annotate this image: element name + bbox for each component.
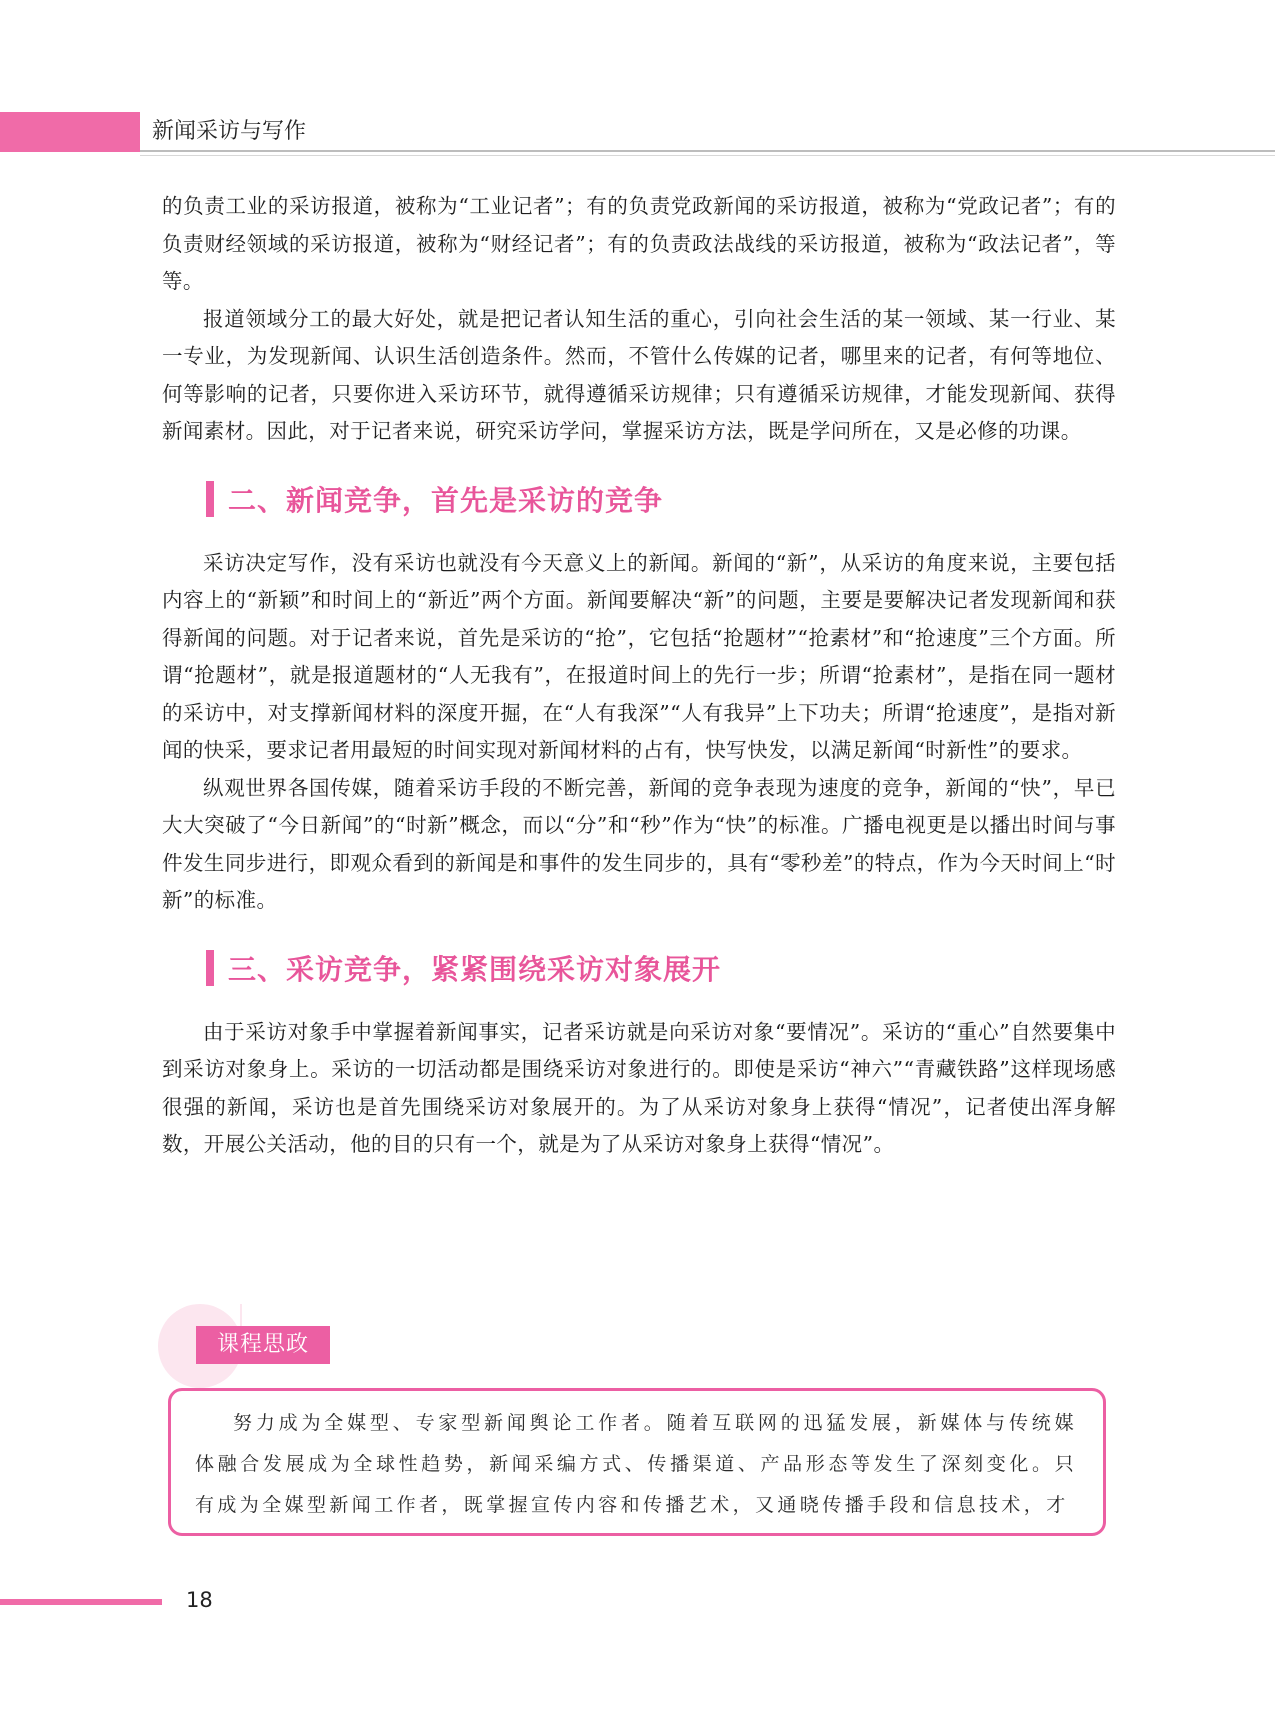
footer-accent-line: [0, 1599, 162, 1605]
paragraph: 报道领域分工的最大好处，就是把记者认知生活的重心，引向社会生活的某一领域、某一行业、某一专业，为发现新闻、认识生活创造条件。然而，不管什么传媒的记者，哪里来的记者，有何等地位、何等影响的记者，只要你进入采访环节，就得遵循采访规律；只有遵循采访规律，才能发现新闻、获得新闻素材。因此，对于记者来说，研究采访学问，掌握采访方法，既是学问所在，又是必修的功课。: [162, 306, 1116, 443]
section-heading-3: [206, 948, 1116, 988]
section-heading-text: 三、采访竞争，紧紧围绕采访对象展开: [228, 952, 722, 986]
sidebar-note-text: 努力成为全媒型、专家型新闻舆论工作者。随着互联网的迅猛发展，新媒体与传统媒体融合发展成为全球性趋势，新闻采编方式、传播渠道、产品形态等发生了深刻变化。只有成为全媒型新闻工作者，既掌握宣传内容和传播艺术，又通晓传播手段和信息技术，才: [195, 1412, 1077, 1516]
header-rule-thin: [140, 155, 1275, 156]
heading-accent-bar: [206, 481, 214, 517]
section-heading-text: 二、新闻竞争，首先是采访的竞争: [228, 483, 664, 517]
running-header-title: 新闻采访与写作: [152, 119, 307, 144]
main-content: [162, 188, 1116, 1164]
decorative-line: [240, 1304, 242, 1326]
paragraph: 的负责工业的采访报道，被称为“工业记者”；有的负责党政新闻的采访报道，被称为“党政记者”；有的负责财经领域的采访报道，被称为“财经记者”；有的负责政法战线的采访报道，被称为“政法记者”，等等。: [162, 194, 1116, 293]
paragraph: 采访决定写作，没有采访也就没有今天意义上的新闻。新闻的“新”，从采访的角度来说，主要包括内容上的“新颖”和时间上的“新近”两个方面。新闻要解决“新”的问题，主要是要解决记者发现新闻和获得新闻的问题。对于记者来说，首先是采访的“抢”，它包括“抢题材”“抢素材”和“抢速度”三个方面。所谓“抢题材”，就是报道题材的“人无我有”，在报道时间上的先行一步；所谓“抢素材”，是指在同一题材的采访中，对支撑新闻材料的深度开掘，在“人有我深”“人有我异”上下功夫；所谓“抢速度”，是指对新闻的快采，要求记者用最短的时间实现对新闻材料的占有，快写快发，以满足新闻“时新性”的要求。: [162, 550, 1116, 762]
sidebar-note-box: [168, 1388, 1106, 1536]
page-number: 18: [186, 1588, 213, 1612]
sidebar-label: 课程思政: [196, 1326, 330, 1364]
paragraph: 纵观世界各国传媒，随着采访手段的不断完善，新闻的竞争表现为速度的竞争，新闻的“快”，早已大大突破了“今日新闻”的“时新”概念，而以“分”和“秒”作为“快”的标准。广播电视更是以播出时间与事件发生同步进行，即观众看到的新闻是和事件的发生同步的，具有“零秒差”的特点，作为今天时间上“时新”的标准。: [162, 775, 1116, 912]
header-rule: [140, 150, 1275, 152]
header-accent-bar: [0, 112, 140, 152]
heading-accent-bar: [206, 950, 214, 986]
section-heading-2: [206, 479, 1116, 519]
paragraph: 由于采访对象手中掌握着新闻事实，记者采访就是向采访对象“要情况”。采访的“重心”自然要集中到采访对象身上。采访的一切活动都是围绕采访对象进行的。即使是采访“神六”“青藏铁路”这样现场感很强的新闻，采访也是首先围绕采访对象展开的。为了从采访对象身上获得“情况”，记者使出浑身解数，开展公关活动，他的目的只有一个，就是为了从采访对象身上获得“情况”。: [162, 1019, 1116, 1156]
